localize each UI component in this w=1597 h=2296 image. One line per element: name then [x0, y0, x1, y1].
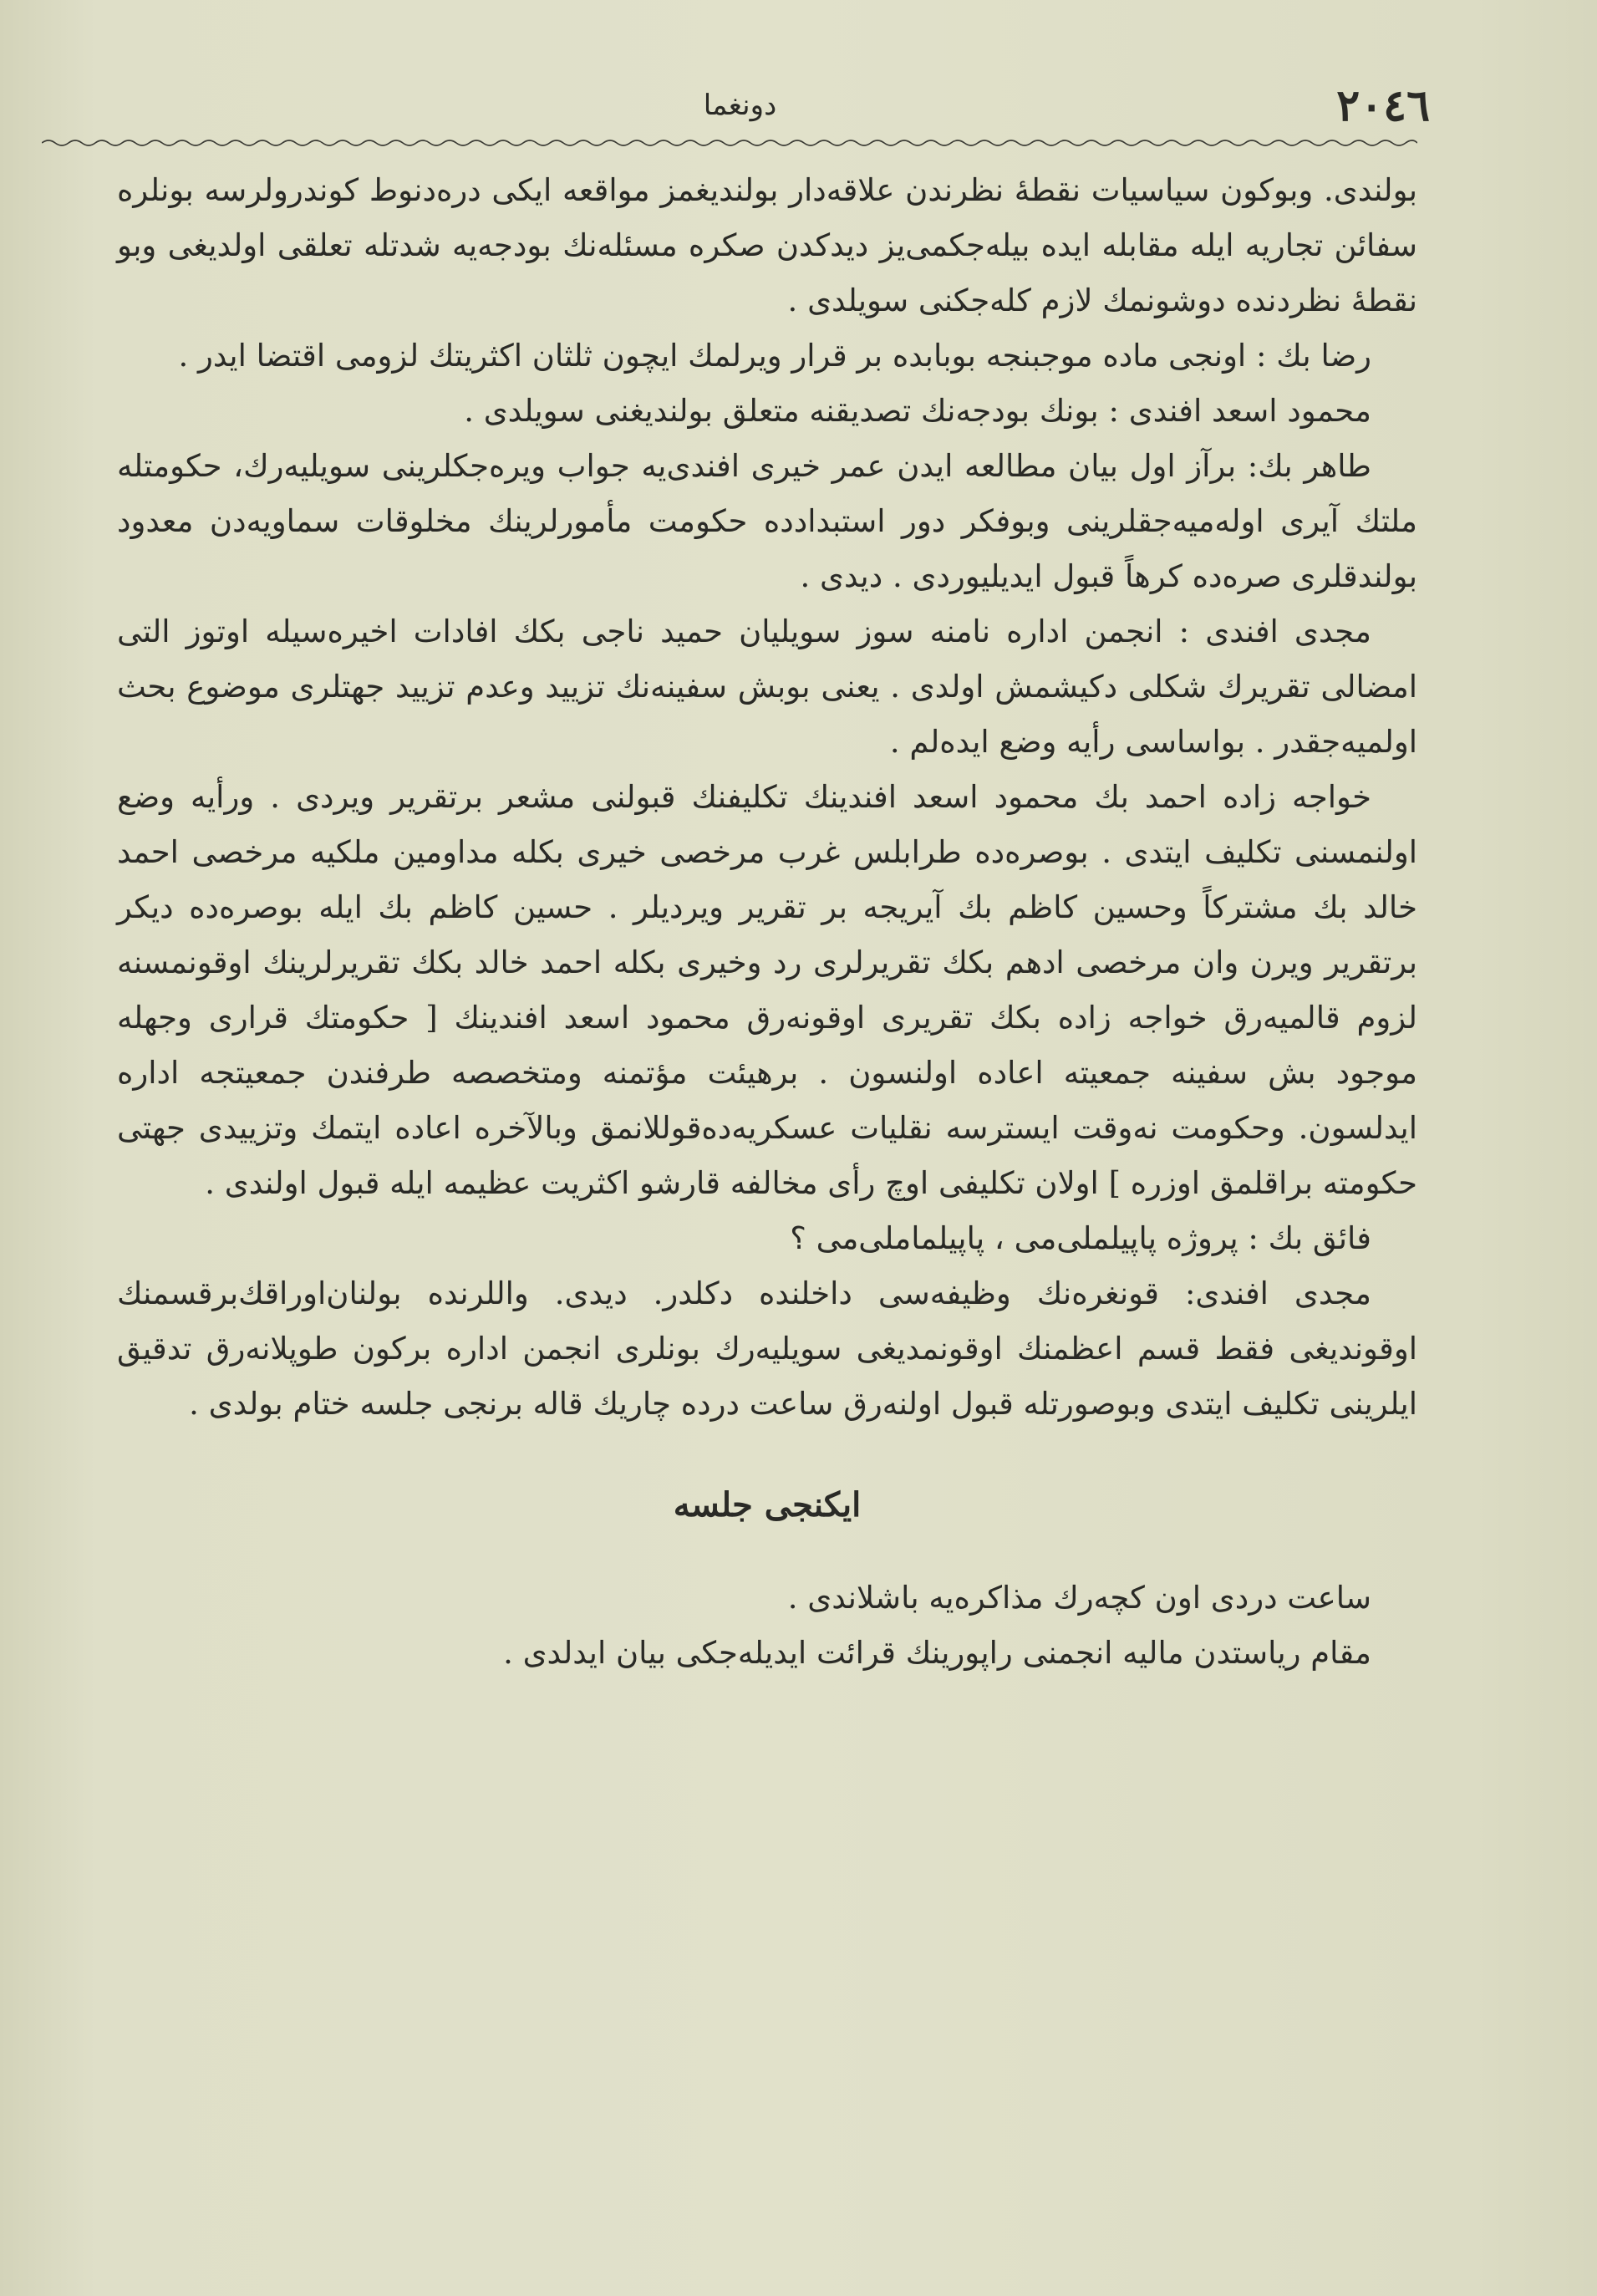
paragraph: طاهر بك: برآز اول بیان مطالعه ایدن عمر خیری افندی‌یه جواب ویره‌جكلرینی سویلیه‌رك، حكومتله ملتك آیری اوله‌میه‌جقلرینی وبوفكر دور استبدادده حكومت مأمورلرینك مخلوقات سماویه‌دن معدود بولندقلری صره‌ده كرهاً قبول ایدیلیوردی . دیدی . — [117, 448, 1417, 594]
paragraph: ساعت دردی اون كچه‌رك مذاكره‌یه باشلاندی . — [787, 1580, 1371, 1616]
paragraph: محمود اسعد افندی : بونك بودجه‌نك تصدیقنه متعلق بولندیغنی سویلدی . — [464, 393, 1371, 429]
body-text — [117, 163, 1417, 1681]
paragraph: خواجه زاده احمد بك محمود اسعد افندینك تكلیفنك قبولنی مشعر برتقریر ویردی . ورأیه وضع اولنمسنی تكلیف ایتدی . بوصره‌ده طرابلس غرب مرخصی خیری بكله مداومین ملكیه مرخصی احمد خالد بك مشتركاً وحسین كاظم بك آیریجه بر تقریر ویردیلر . حسین كاظم بك ایله بوصره‌ده دیكر برتقریر ویرن وان مرخصی ادهم بكك تقریرلری رد وخیری بكله احمد خالد بكك تقریرلرینك اوقونمسنه لزوم قالمیه‌رق خواجه زاده بكك تقریری اوقونه‌رق محمود اسعد افندینك [ حكومتك قراری وجهله موجود بش سفینه جمعیته اعاده اولنسون . برهیئت مؤتمنه ومتخصصه طرفندن جمعیتجه اداره ایدلسون. وحكومت نه‌وقت ایسترسه نقلیات عسكریه‌ده‌قوللانمق وبالآخره اعاده ایتمك وتزییدی جهتی حكومته براقلمق اوزره ] اولان تكلیفی اوچ رأی مخالفه قارشو اكثریت عظیمه ایله قبول اولندی . — [117, 779, 1417, 1201]
page-header — [50, 80, 1430, 130]
paragraph: مقام ریاستدن مالیه انجمنی راپورینك قرائت ایدیله‌جكی بیان ایدلدی . — [503, 1635, 1371, 1671]
page-number: ٢٠٤٦ — [1336, 80, 1430, 131]
paragraph: مجدی افندی: قونغره‌نك وظیفه‌سی داخلنده دكلدر. دیدی. واللرنده بولنان‌اوراقك‌برقسمنك اوقوندیغی فقط قسم اعظمنك اوقونمدیغی سویلیه‌رك بونلری انجمن اداره بركون طوپلانه‌رق تدقیق ایلرینی تكلیف ایتدی وبوصورتله قبول اولنه‌رق ساعت درده چاریك قاله برنجی جلسه ختام بولدی . — [117, 1275, 1417, 1422]
paragraph: بولندی. وبوكون سیاسیات نقطهٔ نظرندن علاقه‌دار بولندیغمز مواقعه ایكی دره‌دنوط كوندرولرسه بونلره سفائن تجاریه ایله مقابله ایده بیله‌جكمی‌یز دیدكدن صكره مسئله‌نك بودجه‌یه شدتله تعلقی اولدیغی وبو نقطهٔ نظردنده دوشونمك لازم كله‌جكنی سویلدی . — [117, 172, 1417, 318]
paragraph: رضا بك : اونجی ماده موجبنجه بوبابده بر قرار ویرلمك ایچون ثلثان اكثریتك لزومی اقتضا ایدر . — [178, 338, 1371, 374]
paragraph: فائق بك : پروژه پاپیلملی‌می ، پاپیلماملی‌می ؟ — [790, 1220, 1371, 1256]
header-wavy-rule — [42, 138, 1417, 148]
section-heading: ایكنجی جلسه — [673, 1485, 862, 1525]
running-title: دونغما — [703, 89, 777, 122]
paragraph: مجدی افندی : انجمن اداره نامنه سوز سویلیان حمید ناجی بكك افادات اخیره‌سیله اوتوز التی امضالی تقریرك شكلی دكیشمش اولدی . یعنی بوبش سفینه‌نك تزیید وعدم تزیید جهتلری موضوع بحث اولمیه‌جقدر . بواساسی رأیه وضع ایده‌لم . — [117, 613, 1417, 760]
